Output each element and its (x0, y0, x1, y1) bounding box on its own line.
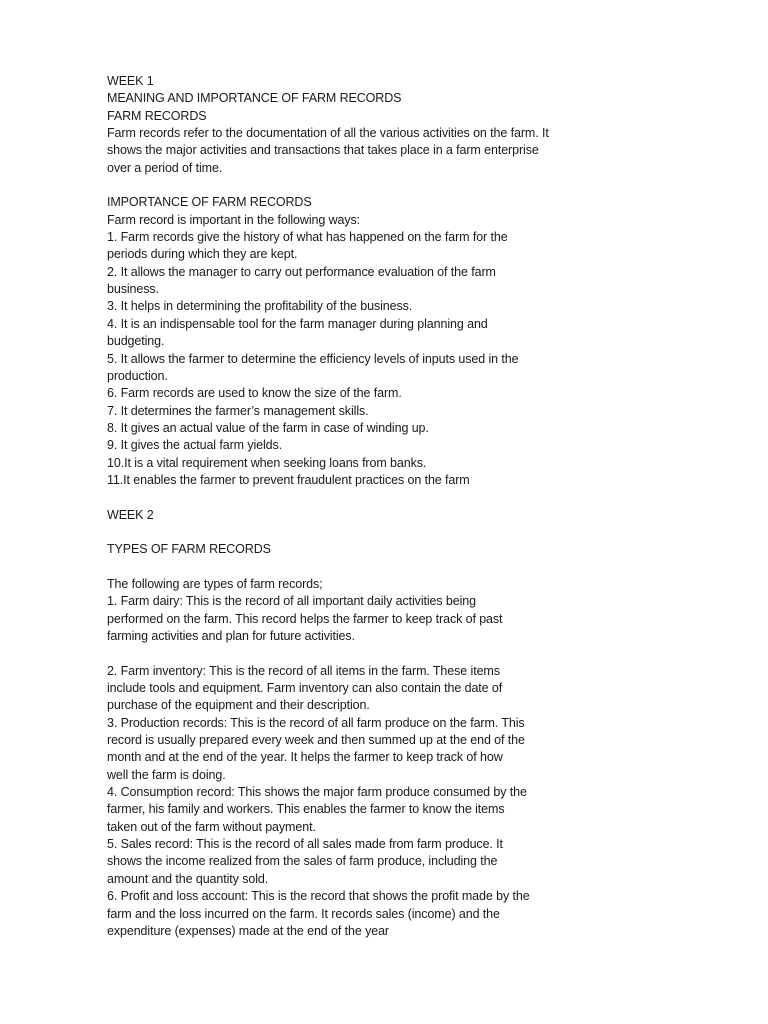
list-item: 3. It helps in determining the profitability of the business. (107, 299, 413, 314)
list-item: 6. Farm records are used to know the size of the farm. (107, 386, 402, 401)
list-item: periods during which they are kept. (107, 247, 298, 262)
list-item: include tools and equipment. Farm inventory can also contain the date of (107, 681, 503, 696)
importance-intro: Farm record is important in the following ways: (107, 212, 361, 227)
list-item: 2. Farm inventory: This is the record of all items in the farm. These items (107, 663, 500, 678)
list-item: 10.It is a vital requirement when seeking loans from banks. (107, 455, 427, 470)
list-item: 9. It gives the actual farm yields. (107, 438, 283, 453)
list-item: month and at the end of the year. It helps the farmer to keep track of how (107, 750, 503, 765)
farm-diary-item (107, 593, 567, 645)
list-item: amount and the quantity sold. (107, 871, 269, 886)
list-item: budgeting. (107, 334, 165, 349)
week2-heading: WEEK 2 (107, 507, 154, 522)
record-types-list (107, 663, 567, 941)
document-page (107, 73, 567, 940)
list-item: farmer, his family and workers. This enables the farmer to know the items (107, 802, 505, 817)
list-item: 4. It is an indispensable tool for the farm manager during planning and (107, 316, 488, 331)
week2-title: TYPES OF FARM RECORDS (107, 542, 271, 557)
week1-heading: WEEK 1 (107, 74, 154, 88)
definition-line: Farm records refer to the documentation of all the various activities on the farm. It (107, 126, 549, 141)
paragraph-gap (107, 645, 567, 662)
list-item: 5. It allows the farmer to determine the efficiency levels of inputs used in the (107, 351, 519, 366)
week1-section (107, 73, 567, 489)
list-item: well the farm is doing. (107, 767, 226, 782)
paragraph-gap (107, 524, 567, 541)
list-item: record is usually prepared every week and then summed up at the end of the (107, 733, 525, 748)
importance-list (107, 229, 567, 489)
list-item: expenditure (expenses) made at the end of the year (107, 923, 389, 938)
list-item: 2. It allows the manager to carry out performance evaluation of the farm (107, 264, 496, 279)
definition-line: shows the major activities and transactions that takes place in a farm enterprise (107, 143, 539, 158)
list-item: shows the income realized from the sales of farm produce, including the (107, 854, 498, 869)
list-item: 1. Farm dairy: This is the record of all important daily activities being (107, 594, 477, 609)
list-item: purchase of the equipment and their description. (107, 698, 370, 713)
week1-title: MEANING AND IMPORTANCE OF FARM RECORDS (107, 91, 402, 106)
list-item: taken out of the farm without payment. (107, 819, 316, 834)
list-item: 4. Consumption record: This shows the major farm produce consumed by the (107, 785, 527, 800)
importance-heading: IMPORTANCE OF FARM RECORDS (107, 195, 312, 210)
list-item: 6. Profit and loss account: This is the record that shows the profit made by the (107, 889, 530, 904)
list-item: 5. Sales record: This is the record of all sales made from farm produce. It (107, 837, 503, 852)
list-item: 11.It enables the farmer to prevent fraudulent practices on the farm (107, 472, 470, 487)
definition-paragraph (107, 125, 567, 177)
definition-line: over a period of time. (107, 160, 223, 175)
list-item: business. (107, 282, 159, 297)
list-item: 8. It gives an actual value of the farm in case of winding up. (107, 420, 429, 435)
week2-intro: The following are types of farm records; (107, 576, 323, 591)
list-item: 3. Production records: This is the record of all farm produce on the farm. This (107, 715, 525, 730)
list-item: performed on the farm. This record helps the farmer to keep track of past (107, 611, 503, 626)
list-item: 1. Farm records give the history of what has happened on the farm for the (107, 230, 508, 245)
list-item: 7. It determines the farmer’s management skills. (107, 403, 369, 418)
list-item: farm and the loss incurred on the farm. It records sales (income) and the (107, 906, 500, 921)
week2-section (107, 507, 567, 941)
paragraph-gap (107, 489, 567, 506)
list-item: farming activities and plan for future activities. (107, 629, 355, 643)
farm-records-subtitle: FARM RECORDS (107, 108, 207, 123)
list-item: production. (107, 368, 168, 383)
paragraph-gap (107, 559, 567, 576)
paragraph-gap (107, 177, 567, 194)
